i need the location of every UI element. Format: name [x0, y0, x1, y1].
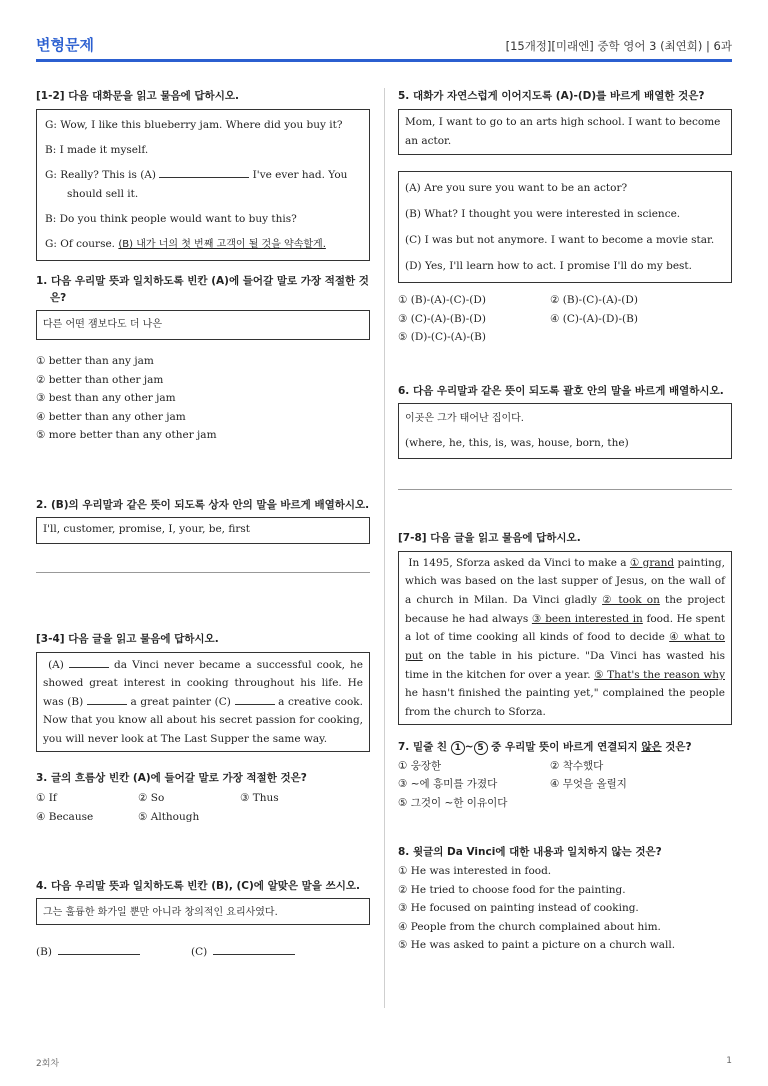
dialog-text: G: Of course.	[45, 238, 116, 250]
page-number: 1	[726, 1056, 732, 1066]
choice-line: (D) Yes, I'll learn how to act. I promise I'll do my best.	[405, 260, 692, 272]
circled-number-5: 5	[474, 741, 488, 755]
q34-heading: [3-4] 다음 글을 읽고 물음에 답하시오.	[36, 632, 219, 645]
option[interactable]: ① If	[36, 792, 57, 804]
blank-a	[69, 656, 109, 668]
page-subtitle: [15개정][미래엔] 중학 영어 3 (최연희) | 6과	[505, 39, 732, 53]
option[interactable]: ③ (C)-(A)-(B)-(D)	[398, 312, 486, 325]
option[interactable]: ⑤ 그것이 ~한 이유이다	[398, 796, 508, 809]
q4-heading: 4. 다음 우리말 뜻과 일치하도록 빈칸 (B), (C)에 알맞은 말을 쓰시오.	[36, 880, 361, 892]
q5-box-choices	[398, 171, 732, 283]
left-column	[36, 88, 370, 962]
q7-options	[398, 757, 732, 813]
option[interactable]: ④ (C)-(A)-(D)-(B)	[550, 312, 638, 325]
dialog-line: B: Do you think people would want to buy this?	[45, 213, 297, 225]
answer-field-b[interactable]	[58, 943, 140, 955]
dialog-line: B: I made it myself.	[45, 144, 149, 156]
q4-answers	[36, 943, 370, 962]
label-c: (C)	[191, 946, 208, 958]
q1-box: 다른 어떤 잼보다도 더 나은	[36, 310, 370, 340]
choice-line: (A) Are you sure you want to be an actor?	[405, 182, 628, 194]
option[interactable]: ① He was interested in food.	[398, 865, 552, 878]
underline-2: ② took on	[602, 593, 660, 606]
footer-round: 2회차	[36, 1059, 60, 1069]
label-b: (B)	[36, 946, 52, 958]
option[interactable]: ⑤ (D)-(C)-(A)-(B)	[398, 331, 486, 343]
emphasis-not: 않은	[641, 740, 662, 753]
q5-box-intro: Mom, I want to go to an arts high school. I want to become an actor.	[398, 109, 732, 155]
q8-options	[398, 862, 732, 955]
blank-a	[159, 166, 249, 178]
option[interactable]: ⑤ He was asked to paint a picture on a church wall.	[398, 939, 676, 952]
dialog-text: G: Really? This is (A)	[45, 169, 156, 181]
circled-number-1: 1	[451, 741, 465, 755]
option[interactable]: ② He tried to choose food for the painting.	[398, 883, 626, 896]
q6-words: (where, he, this, is, was, house, born, the)	[405, 436, 629, 449]
option[interactable]: ① (B)-(A)-(C)-(D)	[398, 294, 486, 306]
q6-korean: 이곳은 그가 태어난 집이다.	[405, 412, 524, 424]
option[interactable]: ② (B)-(C)-(A)-(D)	[550, 294, 638, 306]
q7-heading: 7. 밑줄 친 1 ~ 5 중 우리말 뜻이 바르게 연결되지 않은 것은?	[398, 740, 692, 753]
option[interactable]: ④ better than any other jam	[36, 410, 186, 423]
dialog-box	[36, 109, 370, 261]
option[interactable]: ④ People from the church complained about him.	[398, 920, 661, 933]
dialog-line: G: Wow, I like this blueberry jam. Where did you buy it?	[45, 119, 343, 131]
answer-rule	[36, 572, 370, 573]
q1-options	[36, 352, 370, 445]
underline-4: ④ what to put	[405, 631, 726, 663]
choice-line: (B) What? I thought you were interested in science.	[405, 208, 681, 220]
option[interactable]: ③ ~에 흥미를 가졌다	[398, 778, 498, 791]
option[interactable]: ② better than other jam	[36, 373, 164, 386]
q5-options	[398, 291, 732, 347]
q12-heading: [1-2] 다음 대화문을 읽고 물음에 답하시오.	[36, 90, 239, 102]
underline-3: ③ been interested in	[531, 612, 643, 625]
q6-heading: 6. 다음 우리말과 같은 뜻이 되도록 괄호 안의 말을 바르게 배열하시오.	[398, 384, 724, 397]
option[interactable]: ④ 무엇을 올릴지	[550, 778, 627, 791]
q2-heading: 2. (B)의 우리말과 같은 뜻이 되도록 상자 안의 말을 바르게 배열하시오.	[36, 498, 370, 511]
q2-box: I'll, customer, promise, I, your, be, first	[36, 517, 370, 544]
option[interactable]: ③ best than any other jam	[36, 392, 176, 404]
option[interactable]: ③ He focused on painting instead of cooking.	[398, 902, 639, 915]
q6-box	[398, 403, 732, 459]
underlined-b: (B) 내가 너의 첫 번째 고객이 될 것을 약속할게.	[118, 239, 326, 250]
dialog-text: I've ever had. You should sell it.	[67, 169, 348, 200]
option[interactable]: ① 웅장한	[398, 759, 442, 772]
underline-1: ① grand	[629, 556, 675, 569]
column-divider	[384, 88, 385, 1008]
q3-heading: 3. 글의 흐름상 빈칸 (A)에 들어갈 말로 가장 적절한 것은?	[36, 772, 307, 784]
option[interactable]: ② 착수했다	[550, 759, 604, 772]
page-title: 변형문제	[36, 36, 94, 54]
option[interactable]: ⑤ more better than any other jam	[36, 429, 217, 441]
blank-b	[87, 693, 127, 705]
option[interactable]: ① better than any jam	[36, 355, 154, 367]
q78-passage: In 1495, Sforza asked da Vinci to make a ① grand painting, which was based on the last supper of Jesus, on the wall of a church in Milan. Da Vinci gladly ② took on the project because he had always ③ been interested in food. He spent a lot of time cooking all kinds of food to decide ④ what to put on the table in his picture. "Da Vinci has wasted his time in the kitchen for over a year. ⑤ That's the reason why he hasn't finished the painting yet," complained the people from the church to Sforza.	[398, 551, 732, 725]
option[interactable]: ③ Thus	[240, 792, 279, 804]
option[interactable]: ② So	[138, 792, 165, 804]
option[interactable]: ⑤ Although	[138, 810, 200, 823]
dialog-line	[45, 235, 361, 254]
choice-line: (C) I was but not anymore. I want to become a movie star.	[405, 234, 715, 246]
q8-heading: 8. 윗글의 Da Vinci에 대한 내용과 일치하지 않는 것은?	[398, 846, 662, 859]
answer-field-c[interactable]	[213, 943, 295, 955]
option[interactable]: ④ Because	[36, 810, 94, 823]
q3-options	[36, 789, 370, 826]
header-rule	[36, 59, 732, 62]
q1-heading: 1. 다음 우리말 뜻과 일치하도록 빈칸 (A)에 들어갈 말로 가장 적절한 것은?	[36, 275, 369, 304]
right-column	[398, 88, 732, 955]
q34-passage: (A) da Vinci never became a successful cook, he showed great interest in cooking throughout his life. He was (B) a great painter (C) a creative cook. Now that you know all about his secret passion for cooking, you will never look at The Last Supper the same way.	[36, 652, 370, 753]
q5-heading: 5. 대화가 자연스럽게 이어지도록 (A)-(D)를 바르게 배열한 것은?	[398, 90, 705, 102]
q78-heading: [7-8] 다음 글을 읽고 물음에 답하시오.	[398, 531, 581, 544]
q4-box: 그는 훌륭한 화가일 뿐만 아니라 창의적인 요리사였다.	[36, 898, 370, 925]
underline-5: ⑤ That's the reason why	[594, 668, 725, 681]
dialog-line	[45, 166, 361, 204]
blank-c	[235, 693, 275, 705]
answer-rule	[398, 489, 732, 490]
